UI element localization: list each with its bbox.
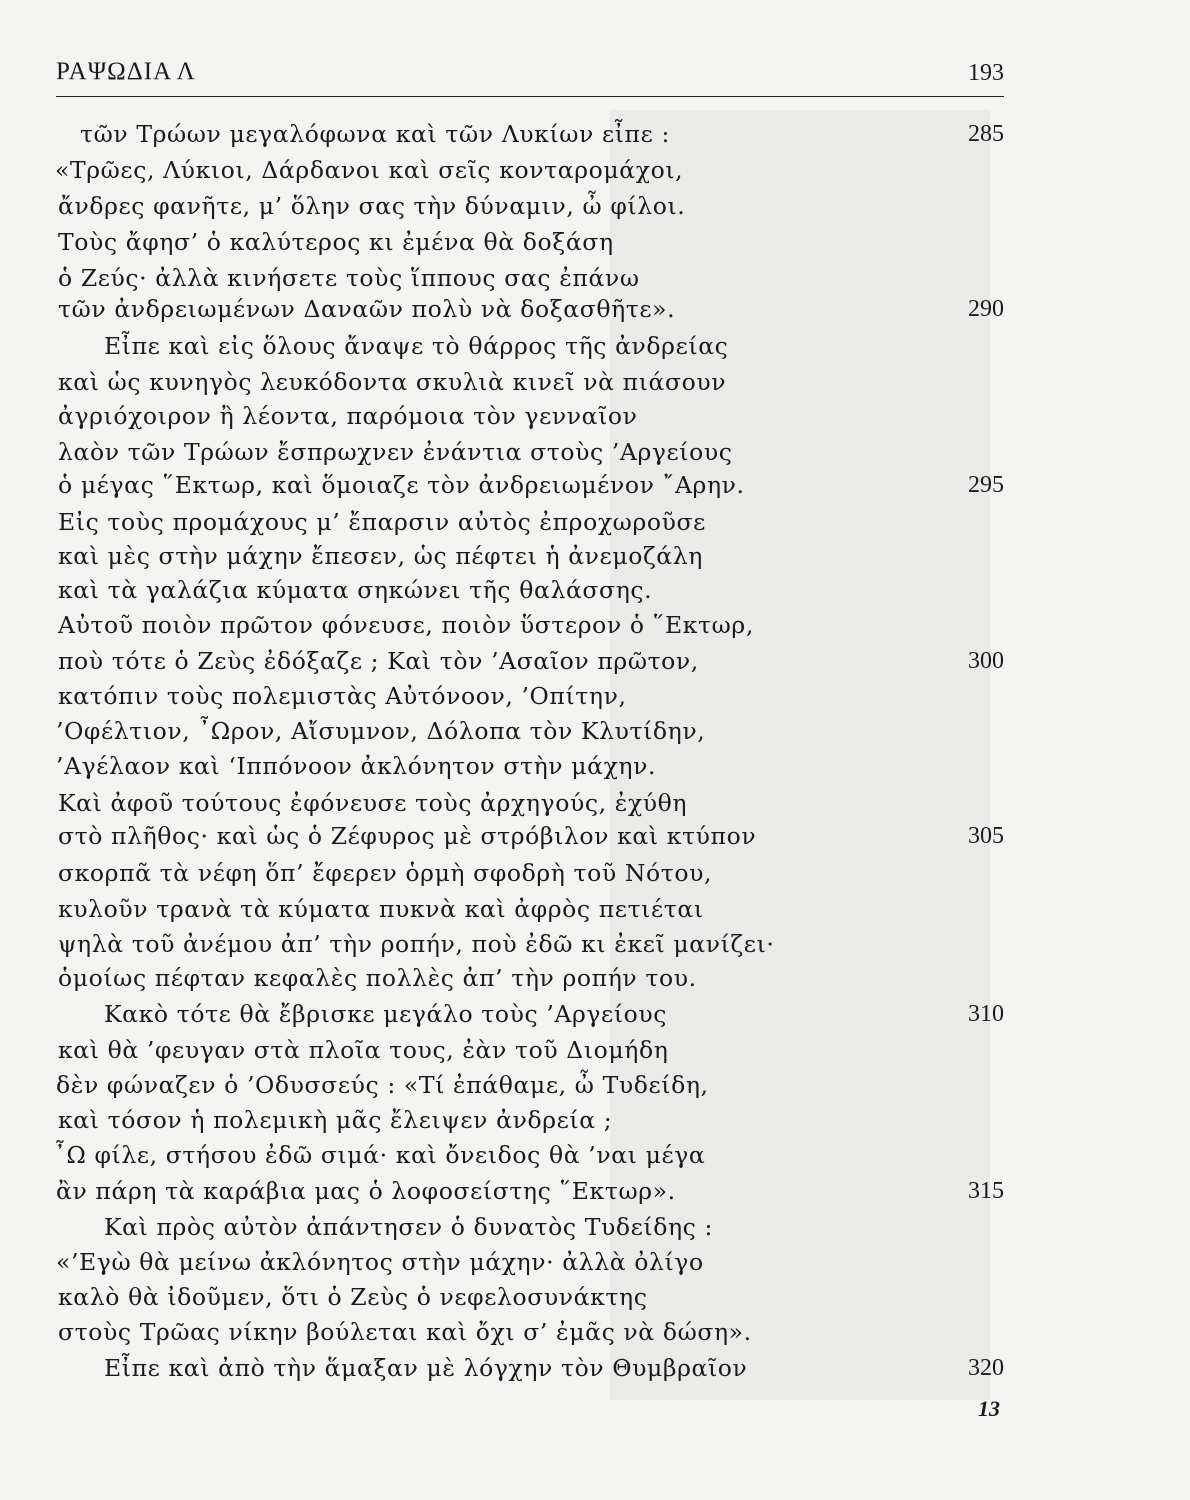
verse-line [0,1350,1190,1386]
verse-line [0,467,1190,503]
page-number: 193 [968,60,1004,86]
verse-text: Εἶπε καὶ ἀπὸ τὴν ἅμαξαν μὲ λόγχην τὸν Θυμβραῖον [104,1354,748,1382]
verse-line [0,1279,1190,1315]
verse-text: καὶ θὰ ’φευγαν στὰ πλοῖα τους, ἐὰν τοῦ Διομήδη [58,1036,669,1064]
verse-text: ὁμοίως πέφταν κεφαλὲς πολλὲς ἀπ’ τὴν ροπήν του. [58,964,697,992]
verse-line [0,1102,1190,1138]
line-number: 290 [968,296,1004,322]
verse-line [0,607,1190,643]
verse-line [0,855,1190,891]
verse-text: κατόπιν τοὺς πολεμιστὰς Αὐτόνοον, ’Οπίτην, [58,682,627,710]
verse-text: ψηλὰ τοῦ ἀνέμου ἀπ’ τὴν ροπήν, ποὺ ἐδῶ κι ἐκεῖ μανίζει· [58,930,775,958]
line-number: 315 [968,1178,1004,1204]
line-number: 305 [968,823,1004,849]
verse-line [0,1137,1190,1173]
verse-line [0,504,1190,540]
verse-line [0,398,1190,434]
verse-text: καὶ τόσον ἡ πολεμικὴ μᾶς ἔλειψεν ἀνδρεία ; [58,1106,613,1134]
verse-line [0,188,1190,224]
verse-text: τῶν Τρώων μεγαλόφωνα καὶ τῶν Λυκίων εἶπε : [80,120,670,148]
verse-line [0,364,1190,400]
verse-line [0,678,1190,714]
verse-line [0,785,1190,821]
signature-mark: 13 [978,1396,1000,1421]
line-number: 285 [968,121,1004,147]
verse-text: καλὸ θὰ ἰδοῦμεν, ὅτι ὁ Ζεὺς ὁ νεφελοσυνάκτης [58,1283,648,1311]
verse-text: ἄνδρες φανῆτε, μ’ ὅλην σας τὴν δύναμιν, ὦ φίλοι. [58,192,686,220]
verse-text: ’Οφέλτιον, ῏Ωρον, Αἴσυμνον, Δόλοπα τὸν Κλυτίδην, [56,717,706,745]
verse-text: καὶ μὲς στὴν μάχην ἔπεσεν, ὡς πέφτει ἡ ἀνεμοζάλη [58,542,703,570]
verse-text: σκορπᾶ τὰ νέφη ὅπ’ ἔφερεν ὁρμὴ σφοδρὴ τοῦ Νότου, [58,859,713,887]
line-number: 310 [968,1001,1004,1027]
verse-line [0,1067,1190,1103]
verse-line [0,926,1190,962]
verse-line [0,224,1190,260]
verse-text: καὶ τὰ γαλάζια κύματα σηκώνει τῆς θαλάσσης. [58,576,653,604]
verse-text: «Τρῶες, Λύκιοι, Δάρδανοι καὶ σεῖς κονταρομάχοι, [55,156,684,184]
verse-text: τῶν ἀνδρειωμένων Δαναῶν πολὺ νὰ δοξασθῆτε». [58,295,676,323]
verse-text: καὶ ὡς κυνηγὸς λευκόδοντα σκυλιὰ κινεῖ νὰ πιάσουν [58,368,727,396]
verse-text: ὁ Ζεύς· ἀλλὰ κινήσετε τοὺς ἵππους σας ἐπάνω [58,264,640,292]
verse-line [0,538,1190,574]
verse-line [0,116,1190,152]
verse-text: «’Εγὼ θὰ μείνω ἀκλόνητος στὴν μάχην· ἀλλὰ ὀλίγο [56,1248,704,1276]
verse-text: ἂν πάρη τὰ καράβια μας ὁ λοφοσείστης ῞Εκτωρ». [56,1177,676,1205]
verse-text: Κακὸ τότε θὰ ἔβρισκε μεγάλο τοὺς ’Αργείους [104,1000,668,1028]
verse-line [0,748,1190,784]
verse-text: Εἶπε καὶ εἰς ὅλους ἄναψε τὸ θάρρος τῆς ἀνδρείας [104,332,729,360]
verse-text: κυλοῦν τρανὰ τὰ κύματα πυκνὰ καὶ ἀφρὸς πετιέται [58,895,704,923]
verse-text: ἀγριόχοιρον ἢ λέοντα, παρόμοια τὸν γενναῖον [58,402,638,430]
line-number: 300 [968,648,1004,674]
verse-text: Καὶ ἀφοῦ τούτους ἐφόνευσε τοὺς ἀρχηγούς, ἐχύθη [58,789,688,817]
verse-line [0,328,1190,364]
verse-line [0,1173,1190,1209]
verse-line [0,891,1190,927]
verse-line [0,572,1190,608]
verse-text: δὲν φώναζεν ὁ ’Οδυσσεύς : «Τί ἐπάθαμε, ὦ Τυδείδη, [56,1071,709,1099]
verse-line [0,1209,1190,1245]
verse-line [0,996,1190,1032]
verse-line [0,1244,1190,1280]
verse-text: λαὸν τῶν Τρώων ἔσπρωχνεν ἐνάντια στοὺς ’Αργείους [58,438,733,466]
verse-line [0,434,1190,470]
verse-line [0,291,1190,327]
verse-line [0,713,1190,749]
verse-text: στὸ πλῆθος· καὶ ὡς ὁ Ζέφυρος μὲ στρόβιλον καὶ κτύπον [58,822,757,850]
verse-text: Εἰς τοὺς προμάχους μ’ ἔπαρσιν αὐτὸς ἐπροχωροῦσε [58,508,706,536]
verse-text: ’Αγέλαον καὶ ‘Ιππόνοον ἀκλόνητον στὴν μάχην. [56,752,657,780]
verse-text: στοὺς Τρῶας νίκην βούλεται καὶ ὄχι σ’ ἐμᾶς νὰ δώση». [58,1318,752,1346]
verse-text: ποὺ τότε ὁ Ζεὺς ἐδόξαζε ; Καὶ τὸν ’Ασαῖον πρῶτον, [58,647,699,675]
verse-line [0,1032,1190,1068]
verse-line [0,643,1190,679]
verse-text: ῏Ω φίλε, στήσου ἐδῶ σιμά· καὶ ὄνειδος θὰ ’ναι μέγα [54,1141,706,1169]
verse-text: Αὐτοῦ ποιὸν πρῶτον φόνευσε, ποιὸν ὕστερον ὁ ῞Εκτωρ, [58,611,754,639]
verse-line [0,1314,1190,1350]
line-number: 295 [968,472,1004,498]
verse-line [0,960,1190,996]
verse-text: Τοὺς ἄφησ’ ὁ καλύτερος κι ἐμένα θὰ δοξάση [58,228,614,256]
verse-text: ὁ μέγας ῞Εκτωρ, καὶ ὅμοιαζε τὸν ἀνδρειωμένον ῎Αρην. [58,471,745,499]
line-number: 320 [968,1355,1004,1381]
verse-line [0,818,1190,854]
verse-text: Καὶ πρὸς αὐτὸν ἀπάντησεν ὁ δυνατὸς Τυδείδης : [104,1213,713,1241]
verse-line [0,152,1190,188]
running-head-title: ΡΑΨΩΔΙΑ Λ [56,58,196,85]
